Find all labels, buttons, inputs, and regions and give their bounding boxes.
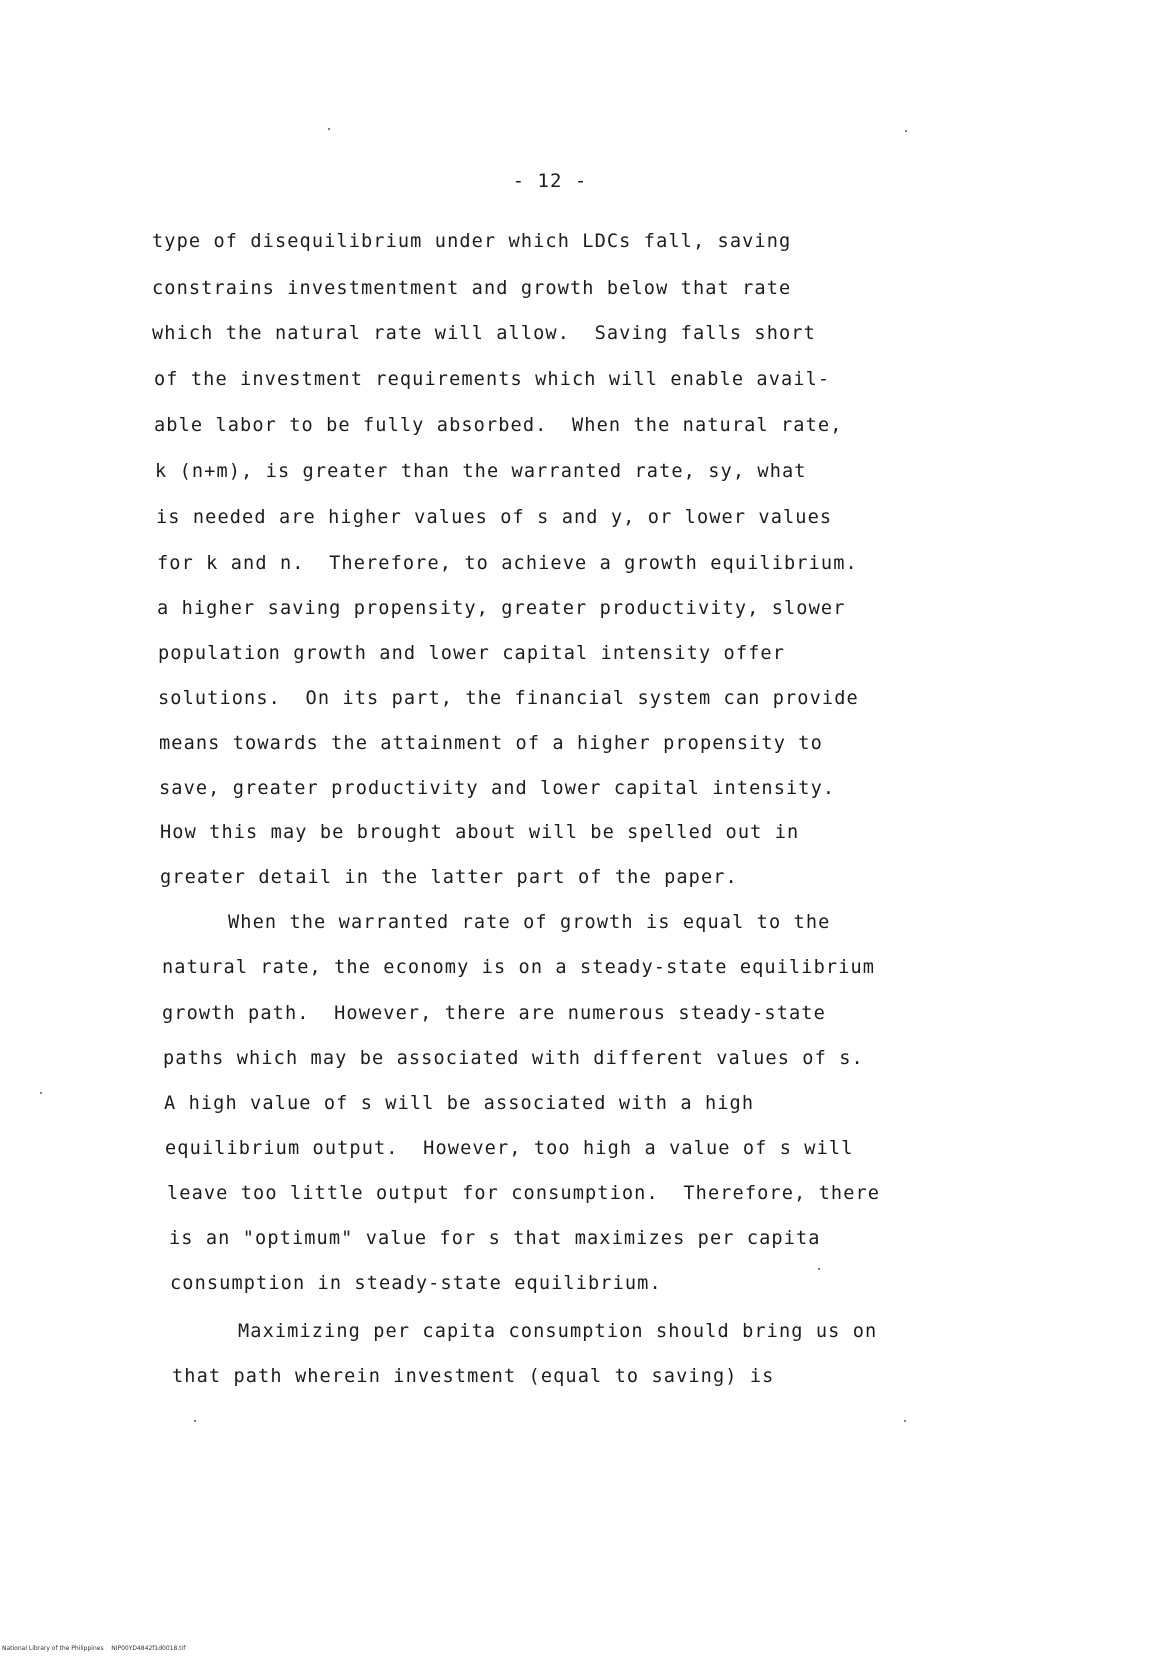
text-line: constrains investmentment and growth below that rate: [152, 278, 792, 299]
text-line: save, greater productivity and lower capital intensity.: [159, 778, 836, 799]
text-line: able labor to be fully absorbed. When the natural rate,: [154, 415, 843, 436]
text-line: population growth and lower capital intensity offer: [158, 643, 786, 664]
text-line: Maximizing per capita consumption should bring us on: [238, 1321, 878, 1342]
text-line: natural rate, the economy is on a steady-state equilibrium: [162, 957, 876, 978]
scan-speck: [194, 1420, 196, 1422]
text-line: is an "optimum" value for s that maximizes per capita: [169, 1228, 821, 1249]
scan-speck: [818, 1268, 820, 1270]
text-line: k (n+m), is greater than the warranted rate, sy, what: [155, 461, 807, 482]
text-line: greater detail in the latter part of the paper.: [160, 867, 738, 888]
text-line: solutions. On its part, the financial system can provide: [158, 688, 859, 709]
text-line: a higher saving propensity, greater productivity, slower: [157, 598, 846, 619]
text-line: How this may be brought about will be spelled out in: [160, 822, 800, 843]
text-line: type of disequilibrium under which LDCs fall, saving: [152, 231, 792, 252]
scan-speck: [40, 1092, 42, 1094]
text-line: means towards the attainment of a higher propensity to: [159, 733, 823, 754]
text-line: which the natural rate will allow. Saving falls short: [152, 323, 816, 344]
text-line: of the investment requirements which will enable avail-: [154, 369, 831, 390]
scan-footer: National Library of the Philippines NIP00YD4842f1d0018.tif: [2, 1645, 186, 1652]
page-number: - 12 -: [512, 170, 588, 192]
scan-speck: [328, 128, 330, 130]
text-line: for k and n. Therefore, to achieve a growth equilibrium.: [157, 553, 858, 574]
scan-speck: [905, 130, 907, 132]
text-line: that path wherein investment (equal to saving) is: [172, 1366, 775, 1387]
text-line: When the warranted rate of growth is equal to the: [228, 912, 831, 933]
text-line: leave too little output for consumption. Therefore, there: [167, 1183, 881, 1204]
text-line: consumption in steady-state equilibrium.: [170, 1273, 662, 1294]
text-line: A high value of s will be associated with a high: [164, 1093, 755, 1114]
text-line: equilibrium output. However, too high a value of s will: [165, 1138, 854, 1159]
scan-speck: [904, 1420, 906, 1422]
text-line: growth path. However, there are numerous steady-state: [162, 1003, 826, 1024]
text-line: is needed are higher values of s and y, or lower values: [156, 507, 833, 528]
text-line: paths which may be associated with different values of s.: [163, 1048, 864, 1069]
